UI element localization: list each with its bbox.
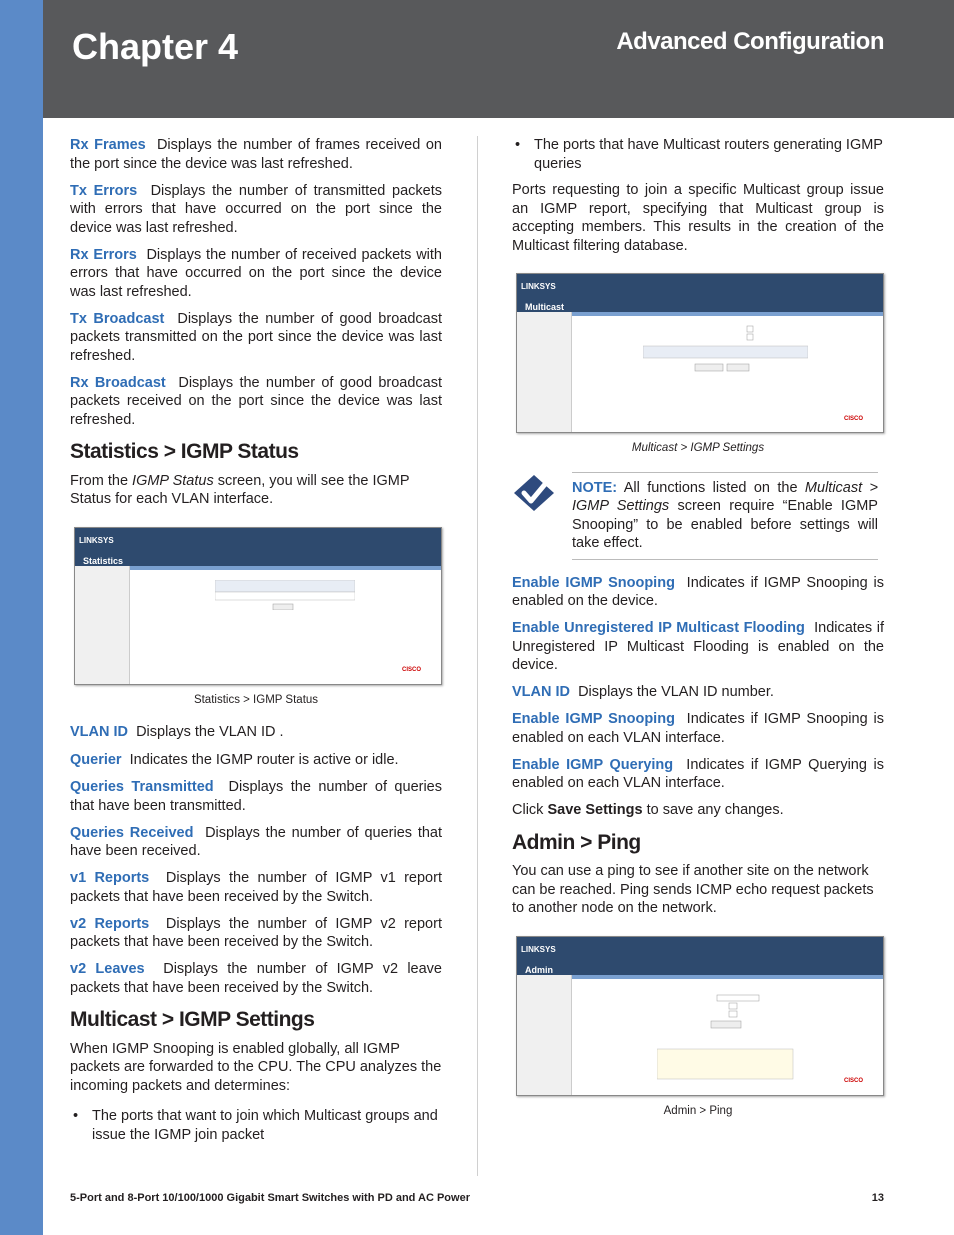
checkmark-icon: [510, 473, 558, 513]
def-enable-querying: Enable IGMP Querying Indicates if IGMP Querying is enabled on each VLAN interface.: [512, 756, 884, 791]
section-title: Advanced Configuration: [616, 28, 884, 55]
settings-form-graphic: [643, 324, 808, 372]
def-v2-reports: v2 Reports Displays the number of IGMP v2 report packets that have been received by the Switch.: [70, 915, 442, 950]
def-rx-broadcast: Rx Broadcast Displays the number of good broadcast packets received on the port since the device was last refreshed.: [70, 374, 442, 428]
def-rx-errors: Rx Errors Displays the number of received packets with errors that have occurred on the port since the device was last refreshed.: [70, 246, 442, 300]
caption-admin-ping: Admin > Ping: [663, 1104, 733, 1117]
footer-title: 5-Port and 8-Port 10/100/1000 Gigabit Smart Switches with PD and AC Power: [70, 1192, 470, 1204]
chapter-title: Chapter 4: [72, 26, 239, 67]
ports-requesting-text: Ports requesting to join a specific Multicast group issue an IGMP report, specifying that Multicast group is accepting members. This results in the creation of the Multicast filtering database.: [512, 182, 884, 254]
screenshot-igmp-settings: LINKSYS Multicast CISCO: [516, 273, 884, 433]
cisco-logo: CISCO: [401, 667, 421, 673]
def-vlan-id-right: VLAN ID Displays the VLAN ID number.: [512, 684, 774, 700]
page-number: 13: [871, 1192, 884, 1204]
ping-form-graphic: [657, 987, 797, 1081]
def-v1-reports: v1 Reports Displays the number of IGMP v1 report packets that have been received by the Switch.: [70, 870, 442, 905]
ping-intro: You can use a ping to see if another site on the network can be reached. Ping sends ICMP echo request packets to another node on the network.: [512, 863, 874, 916]
def-queries-transmitted: Queries Transmitted Displays the number of queries that have been transmitted.: [70, 779, 442, 814]
status-table-graphic: [215, 580, 355, 610]
note-box: [572, 472, 878, 560]
def-querier: Querier Indicates the IGMP router is active or idle.: [70, 751, 399, 768]
bullet-multicast-routers: • The ports that have Multicast routers generating IGMP queries: [512, 136, 884, 173]
def-rx-frames: Rx Frames Displays the number of frames received on the port since the device was last refreshed.: [70, 137, 442, 172]
def-tx-broadcast: Tx Broadcast Displays the number of good broadcast packets transmitted on the port since the device was last refreshed.: [70, 310, 442, 364]
heading-igmp-status: Statistics > IGMP Status: [70, 440, 299, 463]
heading-admin-ping: Admin > Ping: [512, 830, 641, 854]
bullet-join-ports: • The ports that want to join which Multicast groups and issue the IGMP join packet: [70, 1107, 442, 1144]
right-column: [512, 136, 884, 1134]
cisco-logo: CISCO: [843, 1078, 863, 1084]
def-v2-leaves: v2 Leaves Displays the number of IGMP v2 leave packets that have been received by the Switch.: [70, 961, 442, 996]
igmp-settings-intro: When IGMP Snooping is enabled globally, all IGMP packets are forwarded to the CPU. The CPU analyzes the incoming packets and determines:: [70, 1040, 442, 1094]
cisco-logo: CISCO: [843, 415, 863, 422]
def-tx-errors: Tx Errors Displays the number of transmitted packets with errors that have occurred on the port since the device was last refreshed.: [70, 182, 442, 236]
left-column: [70, 136, 442, 1152]
left-color-bar: [0, 0, 43, 1235]
def-enable-snooping-vlan: Enable IGMP Snooping Indicates if IGMP Snooping is enabled on each VLAN interface.: [512, 711, 884, 746]
save-settings-instruction: Click Save Settings to save any changes.: [512, 802, 784, 818]
def-vlan-id: VLAN ID Displays the VLAN ID .: [70, 724, 284, 740]
screenshot-igmp-status: LINKSYS Statistics CISCO: [74, 527, 442, 685]
caption-igmp-status: Statistics > IGMP Status: [193, 693, 319, 706]
def-enable-snooping: Enable IGMP Snooping Indicates if IGMP Snooping is enabled on the device.: [512, 574, 884, 609]
heading-igmp-settings: Multicast > IGMP Settings: [70, 1008, 315, 1031]
column-divider: [477, 136, 478, 1176]
def-queries-received: Queries Received Displays the number of queries that have been received.: [70, 824, 442, 859]
page-footer: [70, 1192, 884, 1204]
note-text: NOTE: All functions listed on the Multicast > IGMP Settings screen require “Enable IGMP Snooping” to be enabled before settings will take effect.: [572, 479, 878, 551]
screenshot-admin-ping: LINKSYS Admin CISCO: [516, 936, 884, 1096]
igmp-status-intro: From the IGMP Status screen, you will see the IGMP Status for each VLAN interface.: [70, 472, 410, 507]
caption-igmp-settings: Multicast > IGMP Settings: [631, 442, 765, 454]
def-enable-unregistered: Enable Unregistered IP Multicast Flooding Indicates if Unregistered IP Multicast Flooding is enabled on the device.: [512, 620, 884, 673]
